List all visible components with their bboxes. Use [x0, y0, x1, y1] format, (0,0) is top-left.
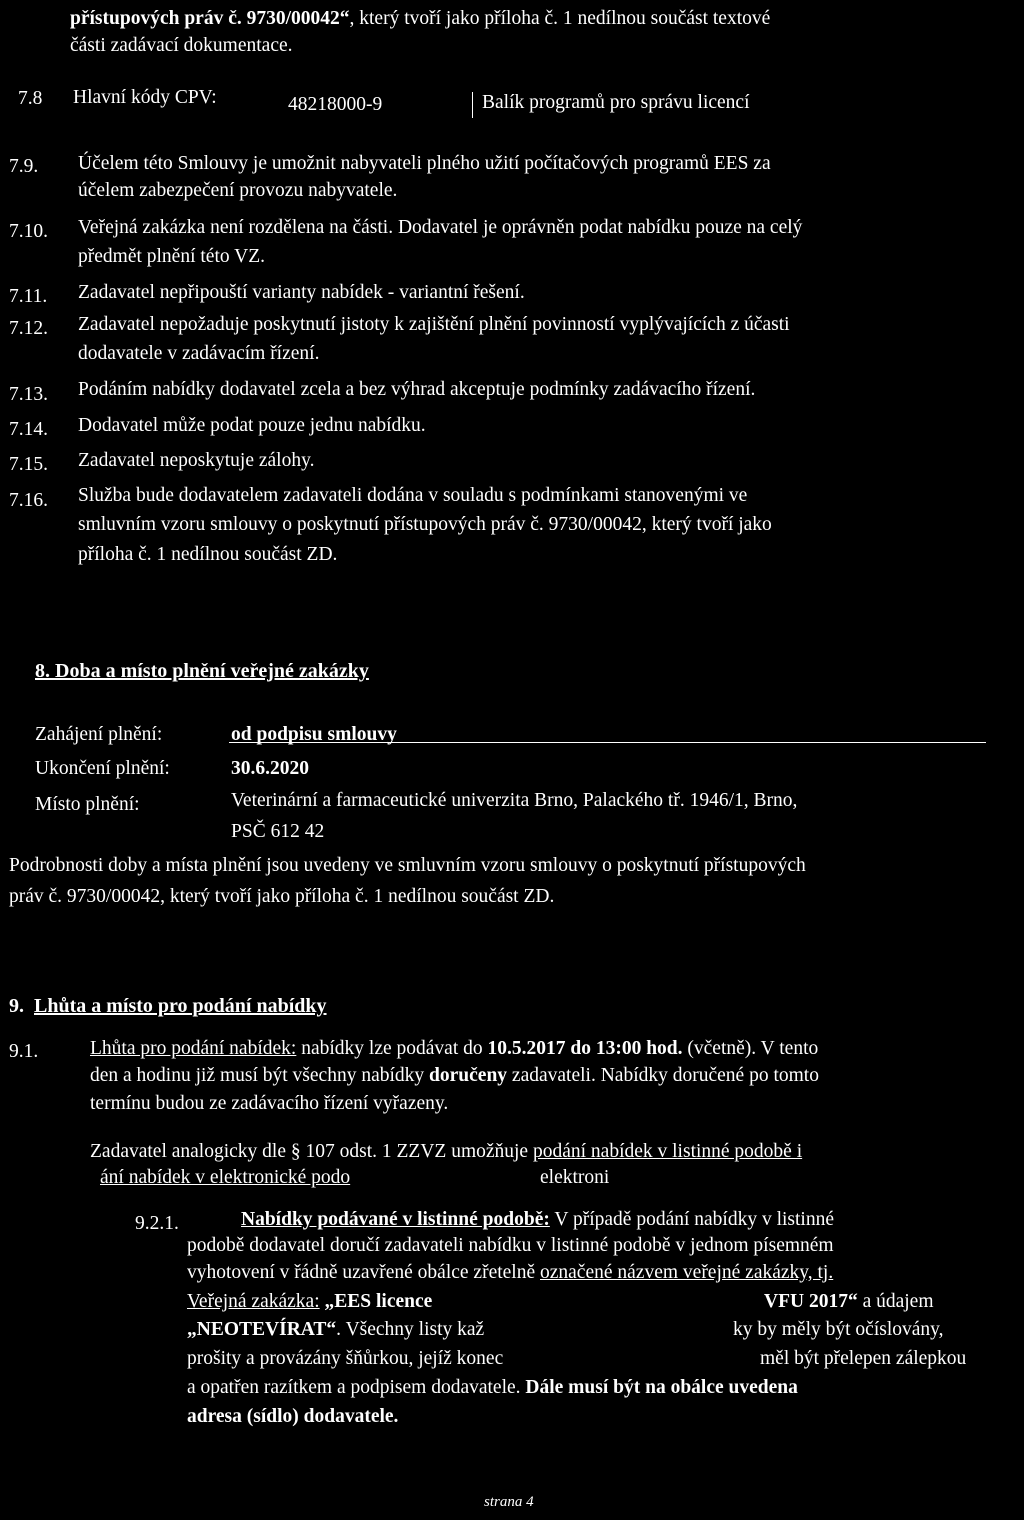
section-num-7-8: 7.8: [18, 88, 43, 109]
s9-2-1-line-6b: měl být přelepen zálepkou: [760, 1348, 967, 1369]
section-8-num: 8.: [35, 660, 50, 682]
top-bold-ref: přístupových práv č. 9730/00042“: [70, 8, 350, 29]
s9-2-1-line-3: [187, 1260, 833, 1286]
s9-2-1-l3-b: označené názvem veřejné zakázky, tj.: [540, 1262, 834, 1283]
s9-1-text-a: nabídky lze podávat do: [296, 1038, 488, 1059]
cpv-label: Hlavní kódy CPV:: [73, 87, 217, 108]
cpv-code: 48218000-9: [288, 94, 383, 115]
s9-2-1-line-4a: [187, 1289, 432, 1315]
s7-16-line-1: Služba bude dodavatelem zadavateli dodána v souladu s podmínkami stanovenými ve: [78, 485, 748, 506]
s9-2-1-line-1: [241, 1207, 834, 1233]
place-line-2: PSČ 612 42: [231, 821, 325, 842]
s7-16-line-2: smluvním vzoru smlouvy o poskytnutí přístupových práv č. 9730/00042, který tvoří jako: [78, 514, 772, 535]
delivered-word: doručeny: [429, 1065, 508, 1086]
s9-2-line-2b: elektroni: [540, 1167, 610, 1188]
s9-2-1-line-4b: [764, 1289, 934, 1315]
section-9-heading: [9, 995, 327, 1018]
section-num-7-11: 7.11.: [9, 286, 48, 307]
place-line-1: Veterinární a farmaceutické univerzita Brno, Palackého tř. 1946/1, Brno,: [231, 790, 798, 811]
s9-2-l1-b: podání nabídek v listinné podobě i: [532, 1141, 803, 1162]
section-9-num: 9.: [9, 995, 24, 1017]
s9-1-line-3: termínu budou ze zadávacího řízení vyřazeny.: [90, 1093, 449, 1114]
s9-2-1-l3-a: vyhotovení v řádně uzavřené obálce zřetelně: [187, 1262, 540, 1283]
section-num-7-9: 7.9.: [9, 156, 39, 177]
s9-1-l2-c: zadavateli. Nabídky doručené po tomto: [507, 1065, 819, 1086]
public-contract-label: Veřejná zakázka:: [187, 1291, 320, 1312]
ees-licence-text: „EES licence: [319, 1291, 433, 1312]
s9-2-1-l7-b: Dále musí být na obálce uvedena: [525, 1377, 798, 1398]
section-num-9-2-1: 9.2.1.: [135, 1213, 179, 1234]
section-num-7-12: 7.12.: [9, 318, 48, 339]
s9-2-line-2a: [100, 1165, 350, 1191]
section-num-9-1: 9.1.: [9, 1041, 39, 1062]
start-value-rule: [229, 742, 986, 743]
s9-2-1-line-6a: prošity a provázány šňůrkou, jejíž konec: [187, 1348, 504, 1369]
s8-details-line-2: práv č. 9730/00042, který tvoří jako příloha č. 1 nedílnou součást ZD.: [9, 886, 555, 907]
section-num-7-10: 7.10.: [9, 221, 48, 242]
s7-10-line-2: předmět plnění této VZ.: [78, 246, 266, 267]
cpv-desc: Balík programů pro správu licencí: [482, 92, 750, 113]
section-num-7-13: 7.13.: [9, 384, 48, 405]
s9-2-1-l1-a: V případě podání nabídky v listinné: [549, 1209, 835, 1230]
section-8-title: Doba a místo plnění veřejné zakázky: [55, 660, 369, 682]
deadline-date: 10.5.2017 do 13:00 hod.: [487, 1038, 683, 1059]
s9-2-1-line-2: podobě dodavatel doručí zadavateli nabídku v listinné podobě v jednom písemném: [187, 1235, 834, 1256]
s9-2-1-line-8: adresa (sídlo) dodavatele.: [187, 1406, 399, 1427]
section-num-7-16: 7.16.: [9, 490, 48, 511]
s9-2-l2-a: ání nabídek v elektronické podo: [100, 1167, 351, 1188]
paper-offers-lead: Nabídky podávané v listinné podobě:: [241, 1209, 550, 1230]
s7-9-line-2: účelem zabezpečení provozu nabyvatele.: [78, 180, 398, 201]
s7-11-line-1: Zadavatel nepřipouští varianty nabídek - variantní řešení.: [78, 282, 525, 303]
s8-details-line-1: Podrobnosti doby a místa plnění jsou uvedeny ve smluvním vzoru smlouvy o poskytnutí přístupových: [9, 855, 806, 876]
end-value: 30.6.2020: [231, 758, 309, 779]
s9-1-text-b: (včetně). V tento: [682, 1038, 819, 1059]
s7-12-line-2: dodavatele v zadávacím řízení.: [78, 343, 320, 364]
s7-12-line-1: Zadavatel nepožaduje poskytnutí jistoty k zajištění plnění povinností vyplývajících z účasti: [78, 314, 790, 335]
deadline-lead: Lhůta pro podání nabídek:: [90, 1038, 297, 1059]
vfu-2017-text: VFU 2017“: [764, 1291, 858, 1312]
start-label: Zahájení plnění:: [35, 724, 163, 745]
s9-1-line-2: [90, 1063, 819, 1089]
s9-1-line-1: [90, 1036, 818, 1062]
s7-14-line-1: Dodavatel může podat pouze jednu nabídku.: [78, 415, 426, 436]
section-8-heading: [35, 660, 369, 683]
s9-2-1-l7-a: a opatřen razítkem a podpisem dodavatele.: [187, 1377, 526, 1398]
s9-2-1-l5-b: . Všechny listy kaž: [336, 1319, 485, 1340]
s7-15-line-1: Zadavatel neposkytuje zálohy.: [78, 450, 315, 471]
end-label: Ukončení plnění:: [35, 758, 170, 779]
s9-2-1-line-5a: [187, 1317, 484, 1343]
s9-2-1-line-7: [187, 1375, 798, 1401]
place-label: Místo plnění:: [35, 794, 140, 815]
cpv-divider: [472, 92, 473, 118]
section-num-7-15: 7.15.: [9, 454, 48, 475]
s7-9-line-1: Účelem této Smlouvy je umožnit nabyvateli plného užití počítačových programů EES za: [78, 153, 771, 174]
s9-2-1-l4-d: a údajem: [857, 1291, 934, 1312]
top-line-1: [70, 6, 770, 32]
do-not-open-text: „NEOTEVÍRAT“: [187, 1319, 337, 1340]
s7-13-line-1: Podáním nabídky dodavatel zcela a bez výhrad akceptuje podmínky zadávacího řízení.: [78, 379, 756, 400]
s9-2-1-line-5b: ky by měly být očíslovány,: [733, 1319, 944, 1340]
s7-16-line-3: příloha č. 1 nedílnou součást ZD.: [78, 544, 338, 565]
s9-1-l2-a: den a hodinu již musí být všechny nabídky: [90, 1065, 430, 1086]
top-rest: , který tvoří jako příloha č. 1 nedílnou součást textové: [349, 8, 771, 29]
s9-2-line-1: [90, 1139, 802, 1165]
top-line-2: části zadávací dokumentace.: [70, 35, 293, 56]
section-num-7-14: 7.14.: [9, 419, 48, 440]
start-value: od podpisu smlouvy: [231, 724, 397, 745]
section-9-title: Lhůta a místo pro podání nabídky: [34, 995, 327, 1017]
s9-2-l1-a: Zadavatel analogicky dle § 107 odst. 1 ZZVZ umožňuje: [90, 1141, 533, 1162]
page-number: strana 4: [484, 1494, 534, 1510]
s7-10-line-1: Veřejná zakázka není rozdělena na části. Dodavatel je oprávněn podat nabídku pouze na celý: [78, 217, 803, 238]
